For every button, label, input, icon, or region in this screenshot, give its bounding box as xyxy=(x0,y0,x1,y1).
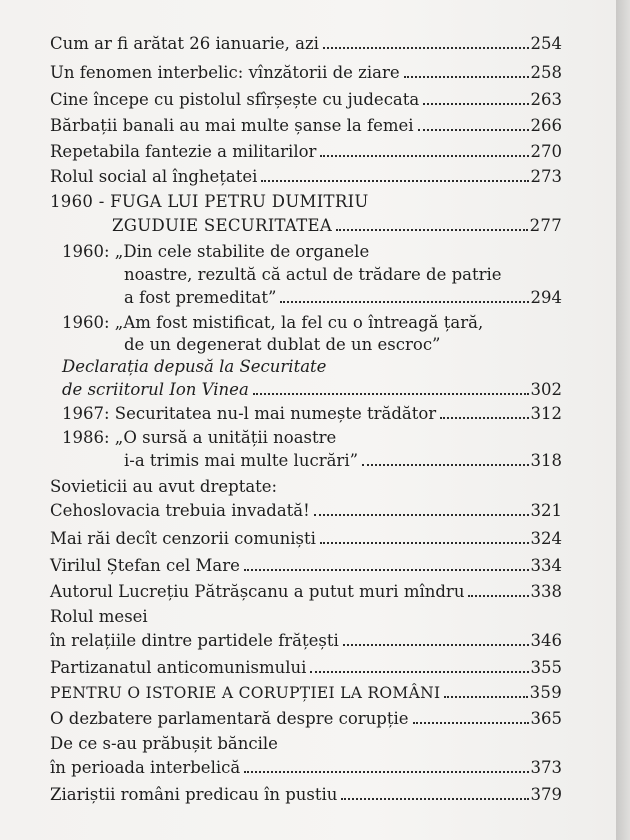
toc-entry-page: 312 xyxy=(530,404,562,423)
toc-entry-line: 1986: „O sursă a unității noastre xyxy=(62,428,337,447)
toc-entry-page: 258 xyxy=(530,63,562,82)
toc-entry-title: 1967: Securitatea nu-l mai numește trădător xyxy=(62,404,437,423)
toc-entry-title: Repetabila fantezie a militarilor xyxy=(50,142,317,161)
toc-entry xyxy=(124,451,562,471)
leader-dots xyxy=(280,301,528,303)
toc-entry xyxy=(62,380,562,400)
toc-entry xyxy=(50,529,562,549)
toc-entry-page: 365 xyxy=(530,709,562,728)
toc-entry xyxy=(50,785,562,805)
leader-dots xyxy=(343,644,529,646)
toc-entry xyxy=(124,288,562,308)
toc-entry xyxy=(50,658,562,678)
leader-dots xyxy=(444,696,527,698)
leader-dots xyxy=(440,417,528,419)
leader-dots xyxy=(320,542,529,544)
toc-entry xyxy=(50,63,562,83)
leader-dots xyxy=(341,798,528,800)
toc-entry-title: a fost premeditat” xyxy=(124,288,277,307)
leader-dots xyxy=(244,771,528,773)
toc-entry-title: Autorul Lucrețiu Pătrășcanu a putut muri mîndru xyxy=(50,582,465,601)
toc-entry xyxy=(50,582,562,602)
toc-entry-title: Bărbații banali au mai multe șanse la femei xyxy=(50,116,414,135)
toc-entry xyxy=(50,501,562,521)
leader-dots xyxy=(362,464,528,466)
toc-entry-title: PENTRU O ISTORIE A CORUPȚIEI LA ROMÂNI xyxy=(50,684,441,702)
toc-entry-page: 270 xyxy=(530,142,562,161)
toc-entry-page: 318 xyxy=(530,451,562,470)
toc-entry-page: 263 xyxy=(530,90,562,109)
page-edge-shadow xyxy=(616,0,630,840)
leader-dots xyxy=(418,129,529,131)
toc-entry-page: 277 xyxy=(529,216,562,235)
leader-dots xyxy=(314,514,529,516)
toc-entry-title: ZGUDUIE SECURITATEA xyxy=(112,216,333,235)
toc-entry-page: 338 xyxy=(530,582,562,601)
leader-dots xyxy=(336,229,527,231)
toc-entry-title: Cum ar fi arătat 26 ianuarie, azi xyxy=(50,34,319,53)
leader-dots xyxy=(244,569,529,571)
leader-dots xyxy=(468,595,528,597)
toc-entry xyxy=(112,216,562,236)
toc-entry xyxy=(50,758,562,778)
toc-entry-title: în perioada interbelică xyxy=(50,758,241,777)
leader-dots xyxy=(423,103,528,105)
toc-entry-title: Cehoslovacia trebuia invadată! xyxy=(50,501,310,520)
toc-entry-page: 355 xyxy=(530,658,562,677)
toc-entry-title: Partizanatul anticomunismului xyxy=(50,658,307,677)
toc-entry-page: 273 xyxy=(530,167,562,186)
toc-entry-page: 324 xyxy=(530,529,562,548)
leader-dots xyxy=(261,180,528,182)
toc-entry-title: Virilul Ștefan cel Mare xyxy=(50,556,240,575)
toc-entry-page: 321 xyxy=(530,501,562,520)
toc-entry xyxy=(50,683,562,703)
toc-entry xyxy=(50,631,562,651)
leader-dots xyxy=(323,47,529,49)
toc-entry xyxy=(50,142,562,162)
toc-entry-title: Mai răi decît cenzorii comuniști xyxy=(50,529,316,548)
toc-entry-title: Rolul social al înghețatei xyxy=(50,167,258,186)
toc-entry-subtitle: Declarația depusă la Securitate xyxy=(62,357,327,376)
toc-entry-line: 1960: „Am fost mistificat, la fel cu o întreagă țară, xyxy=(62,313,484,332)
toc-entry-line: De ce s-au prăbușit băncile xyxy=(50,734,278,753)
toc-entry-line: Rolul mesei xyxy=(50,607,148,626)
toc-entry-title: Un fenomen interbelic: vînzătorii de ziare xyxy=(50,63,400,82)
toc-entry xyxy=(50,556,562,576)
toc-entry xyxy=(62,404,562,424)
toc-entry xyxy=(50,167,562,187)
toc-entry-page: 302 xyxy=(530,380,562,399)
toc-entry-page: 346 xyxy=(530,631,562,650)
toc-entry-page: 373 xyxy=(530,758,562,777)
toc-entry-page: 254 xyxy=(530,34,562,53)
toc-entry xyxy=(50,90,562,110)
leader-dots xyxy=(253,393,529,395)
toc-entry xyxy=(50,116,562,136)
leader-dots xyxy=(413,722,529,724)
toc-entry-page: 359 xyxy=(529,683,562,702)
toc-entry-title: O dezbatere parlamentară despre corupție xyxy=(50,709,409,728)
toc-entry-title: i-a trimis mai multe lucrări” xyxy=(124,451,359,470)
toc-entry-line: 1960: „Din cele stabilite de organele xyxy=(62,242,370,261)
toc-entry-page: 334 xyxy=(530,556,562,575)
toc-entry-title: Cine începe cu pistolul sfîrșește cu judecata xyxy=(50,90,420,109)
toc-section-heading: 1960 - FUGA LUI PETRU DUMITRIU xyxy=(50,192,369,211)
toc-entry-line: Sovieticii au avut dreptate: xyxy=(50,477,278,496)
toc-entry xyxy=(50,34,562,54)
toc-entry-title: de scriitorul Ion Vinea xyxy=(62,380,249,399)
toc-entry-title: Ziariștii români predicau în pustiu xyxy=(50,785,338,804)
leader-dots xyxy=(320,155,528,157)
leader-dots xyxy=(404,76,529,78)
toc-entry-page: 266 xyxy=(530,116,562,135)
toc-entry-line: de un degenerat dublat de un escroc” xyxy=(124,335,441,354)
toc-entry-page: 379 xyxy=(530,785,562,804)
toc-entry-title: în relațiile dintre partidele frățești xyxy=(50,631,339,650)
leader-dots xyxy=(310,671,528,673)
toc-entry-line: noastre, rezultă că actul de trădare de patrie xyxy=(124,265,502,284)
toc-entry xyxy=(50,709,562,729)
toc-entry-page: 294 xyxy=(530,288,562,307)
